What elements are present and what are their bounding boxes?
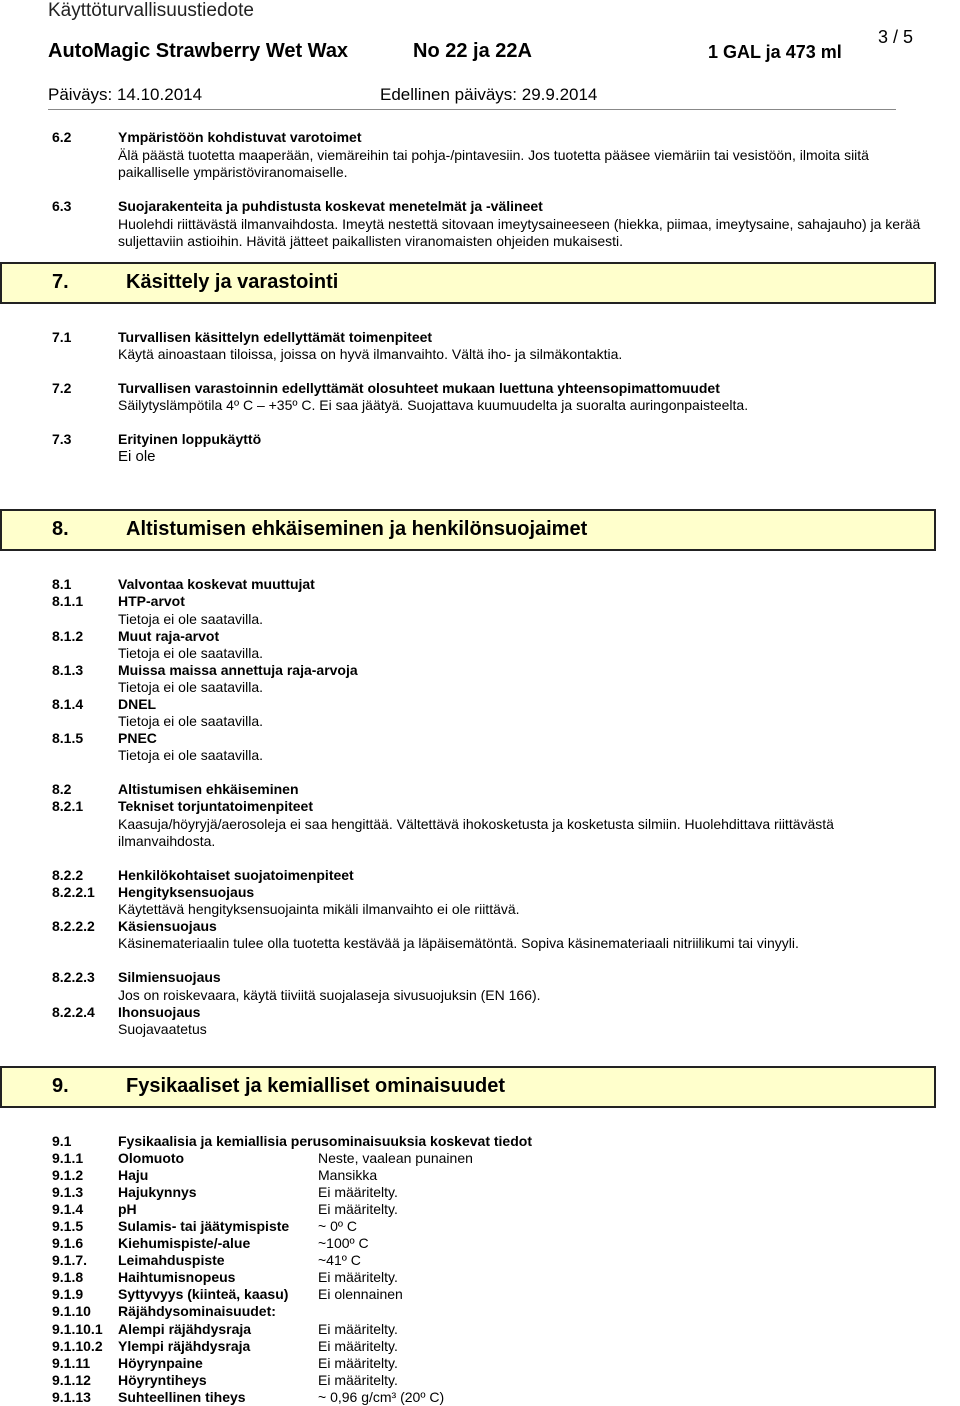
property-value: Ei olennainen: [318, 1286, 403, 1302]
property-number: 9.1.6: [52, 1235, 84, 1251]
section-number: 9.: [52, 1075, 69, 1097]
subsection-number: 8.1.5: [52, 730, 84, 746]
paragraph-text: Suojavaatetus: [118, 1021, 207, 1037]
paragraph-text: Huolehdi riittävästä ilmanvaihdosta. Imeytä nestettä sitovaan imeytysaineeseen (hiekka, piimaa, imeytysaine, sahajauho) ja kerää: [118, 216, 921, 232]
subsection-title: Fysikaalisia ja kemiallisia perusominaisuuksia koskevat tiedot: [118, 1133, 532, 1149]
property-value: Ei määritelty.: [318, 1321, 398, 1337]
property-name: Räjähdysominaisuudet:: [118, 1303, 276, 1319]
property-name: Syttyvyys (kiinteä, kaasu): [118, 1286, 289, 1302]
subsection-title: Hengityksensuojaus: [118, 884, 255, 900]
subsection-title: Valvontaa koskevat muuttujat: [118, 576, 315, 592]
property-value: Ei määritelty.: [318, 1269, 398, 1285]
property-value: Ei määritelty.: [318, 1184, 398, 1200]
property-name: Hajukynnys: [118, 1184, 197, 1200]
property-value: ~100º C: [318, 1235, 369, 1251]
section-number: 7.: [52, 271, 69, 293]
product-name: AutoMagic Strawberry Wet Wax: [48, 40, 349, 62]
property-name: Suhteellinen tiheys: [118, 1389, 246, 1405]
paragraph-text: paikalliselle ympäristöviranomaiselle.: [118, 164, 348, 180]
subsection-title: PNEC: [118, 730, 157, 746]
property-value: Ei määritelty.: [318, 1355, 398, 1371]
subsection-title: Tekniset torjuntatoimenpiteet: [118, 798, 313, 814]
previous-date: Edellinen päiväys: 29.9.2014: [380, 85, 598, 104]
subsection-title: Turvallisen varastoinnin edellyttämät olosuhteet mukaan luettuna yhteensopimattomuudet: [118, 380, 720, 396]
section-title: Fysikaaliset ja kemialliset ominaisuudet: [126, 1075, 506, 1097]
property-name: Höyrynpaine: [118, 1355, 203, 1371]
paragraph-text: Tietoja ei ole saatavilla.: [118, 679, 264, 695]
subsection-number: 8.2.2.2: [52, 918, 95, 934]
paragraph-text: suljettaviin astioihin. Hävitä jätteet paikallisten viranomaisten ohjeiden mukaisesti.: [118, 233, 624, 249]
paragraph-text: Tietoja ei ole saatavilla.: [118, 611, 264, 627]
property-number: 9.1.10: [52, 1303, 91, 1319]
subsection-number: 8.2: [52, 781, 72, 797]
subsection-number: 8.2.2: [52, 867, 84, 883]
subsection-title: Suojarakenteita ja puhdistusta koskevat menetelmät ja -välineet: [118, 198, 543, 214]
subsection-title: DNEL: [118, 696, 157, 712]
section-title: Käsittely ja varastointi: [126, 271, 339, 293]
property-number: 9.1.1: [52, 1150, 84, 1166]
property-number: 9.1.11: [52, 1355, 91, 1371]
page-number: 3 / 5: [878, 27, 914, 47]
subsection-number: 8.2.2.4: [52, 1004, 95, 1020]
paragraph-text: Ei ole: [118, 448, 156, 465]
subsection-title: HTP-arvot: [118, 593, 185, 609]
property-number: 9.1.8: [52, 1269, 84, 1285]
property-number: 9.1.12: [52, 1372, 91, 1388]
property-name: Alempi räjähdysraja: [118, 1321, 252, 1337]
paragraph-text: Käytettävä hengityksensuojainta mikäli ilmanvaihto ei ole riittävä.: [118, 901, 520, 917]
property-value: ~41º C: [318, 1252, 361, 1268]
subsection-number: 8.2.1: [52, 798, 84, 814]
section-number: 8.: [52, 518, 69, 540]
product-number: No 22 ja 22A: [413, 40, 532, 62]
subsection-number: 9.1: [52, 1133, 72, 1149]
property-number: 9.1.10.2: [52, 1338, 103, 1354]
property-value: Ei määritelty.: [318, 1338, 398, 1354]
subsection-title: Ympäristöön kohdistuvat varotoimet: [118, 129, 362, 145]
property-name: Sulamis- tai jäätymispiste: [118, 1218, 290, 1234]
paragraph-text: Jos on roiskevaara, käytä tiiviitä suojalaseja sivusuojuksin (EN 166).: [118, 987, 541, 1003]
paragraph-text: ilmanvaihdosta.: [118, 833, 216, 849]
property-value: ~ 0º C: [318, 1218, 357, 1234]
section-title: Altistumisen ehkäiseminen ja henkilönsuojaimet: [126, 518, 588, 540]
subsection-title: Ihonsuojaus: [118, 1004, 201, 1020]
property-number: 9.1.13: [52, 1389, 91, 1405]
issue-date: Päiväys: 14.10.2014: [48, 85, 203, 104]
subsection-number: 8.1.2: [52, 628, 84, 644]
subsection-number: 6.3: [52, 198, 72, 214]
subsection-number: 8.2.2.1: [52, 884, 95, 900]
subsection-number: 8.1.1: [52, 593, 84, 609]
property-number: 9.1.3: [52, 1184, 84, 1200]
subsection-title: Käsiensuojaus: [118, 918, 217, 934]
subsection-number: 7.2: [52, 380, 72, 396]
property-number: 9.1.2: [52, 1167, 84, 1183]
subsection-title: Henkilökohtaiset suojatoimenpiteet: [118, 867, 354, 883]
paragraph-text: Tietoja ei ole saatavilla.: [118, 747, 264, 763]
paragraph-text: Tietoja ei ole saatavilla.: [118, 713, 264, 729]
property-number: 9.1.10.1: [52, 1321, 103, 1337]
subsection-title: Turvallisen käsittelyn edellyttämät toimenpiteet: [118, 329, 433, 345]
subsection-title: Muissa maissa annettuja raja-arvoja: [118, 662, 358, 678]
subsection-number: 8.1.4: [52, 696, 84, 712]
paragraph-text: Tietoja ei ole saatavilla.: [118, 645, 264, 661]
paragraph-text: Säilytyslämpötila 4º C – +35º C. Ei saa jäätyä. Suojattava kuumuudelta ja suoralta auringonpaisteelta.: [118, 397, 749, 413]
property-value: Ei määritelty.: [318, 1372, 398, 1388]
subsection-number: 8.1: [52, 576, 72, 592]
paragraph-text: Kaasuja/höyryjä/aerosoleja ei saa hengittää. Vältettävä ihokosketusta ja kosketusta silmiin. Huolehdittava riittävästä: [118, 816, 834, 832]
property-value: Ei määritelty.: [318, 1201, 398, 1217]
property-value: ~ 0,96 g/cm³ (20º C): [318, 1389, 445, 1405]
property-name: Haju: [118, 1167, 149, 1183]
document-title: Käyttöturvallisuustiedote: [48, 0, 254, 21]
subsection-title: Silmiensuojaus: [118, 969, 221, 985]
property-number: 9.1.7.: [52, 1252, 88, 1268]
property-name: pH: [118, 1201, 137, 1217]
subsection-title: Altistumisen ehkäiseminen: [118, 781, 299, 797]
property-number: 9.1.5: [52, 1218, 84, 1234]
property-name: Haihtumisnopeus: [118, 1269, 236, 1285]
property-number: 9.1.9: [52, 1286, 84, 1302]
property-number: 9.1.4: [52, 1201, 84, 1217]
subsection-number: 6.2: [52, 129, 72, 145]
header-divider: [48, 109, 896, 110]
subsection-title: Erityinen loppukäyttö: [118, 431, 262, 447]
paragraph-text: Käsinemateriaalin tulee olla tuotetta kestävää ja läpäisemätöntä. Sopiva käsinemateriaali nitriilikumi tai vinyyli.: [118, 935, 799, 951]
subsection-number: 7.1: [52, 329, 72, 345]
package-size: 1 GAL ja 473 ml: [708, 42, 842, 62]
subsection-number: 8.1.3: [52, 662, 84, 678]
property-value: Neste, vaalean punainen: [318, 1150, 473, 1166]
property-name: Höyryntiheys: [118, 1372, 207, 1388]
paragraph-text: Käytä ainoastaan tiloissa, joissa on hyvä ilmanvaihto. Vältä iho- ja silmäkontaktia.: [118, 346, 623, 362]
property-name: Kiehumispiste/-alue: [118, 1235, 251, 1251]
paragraph-text: Älä päästä tuotetta maaperään, viemäreihin tai pohja-/pintavesiin. Jos tuotetta pääsee viemäriin tai vesistöön, ilmoita siitä: [118, 147, 869, 163]
subsection-title: Muut raja-arvot: [118, 628, 220, 644]
subsection-number: 7.3: [52, 431, 72, 447]
subsection-number: 8.2.2.3: [52, 969, 95, 985]
property-name: Leimahduspiste: [118, 1252, 225, 1268]
property-name: Ylempi räjähdysraja: [118, 1338, 251, 1354]
property-value: Mansikka: [318, 1167, 378, 1183]
property-name: Olomuoto: [118, 1150, 185, 1166]
